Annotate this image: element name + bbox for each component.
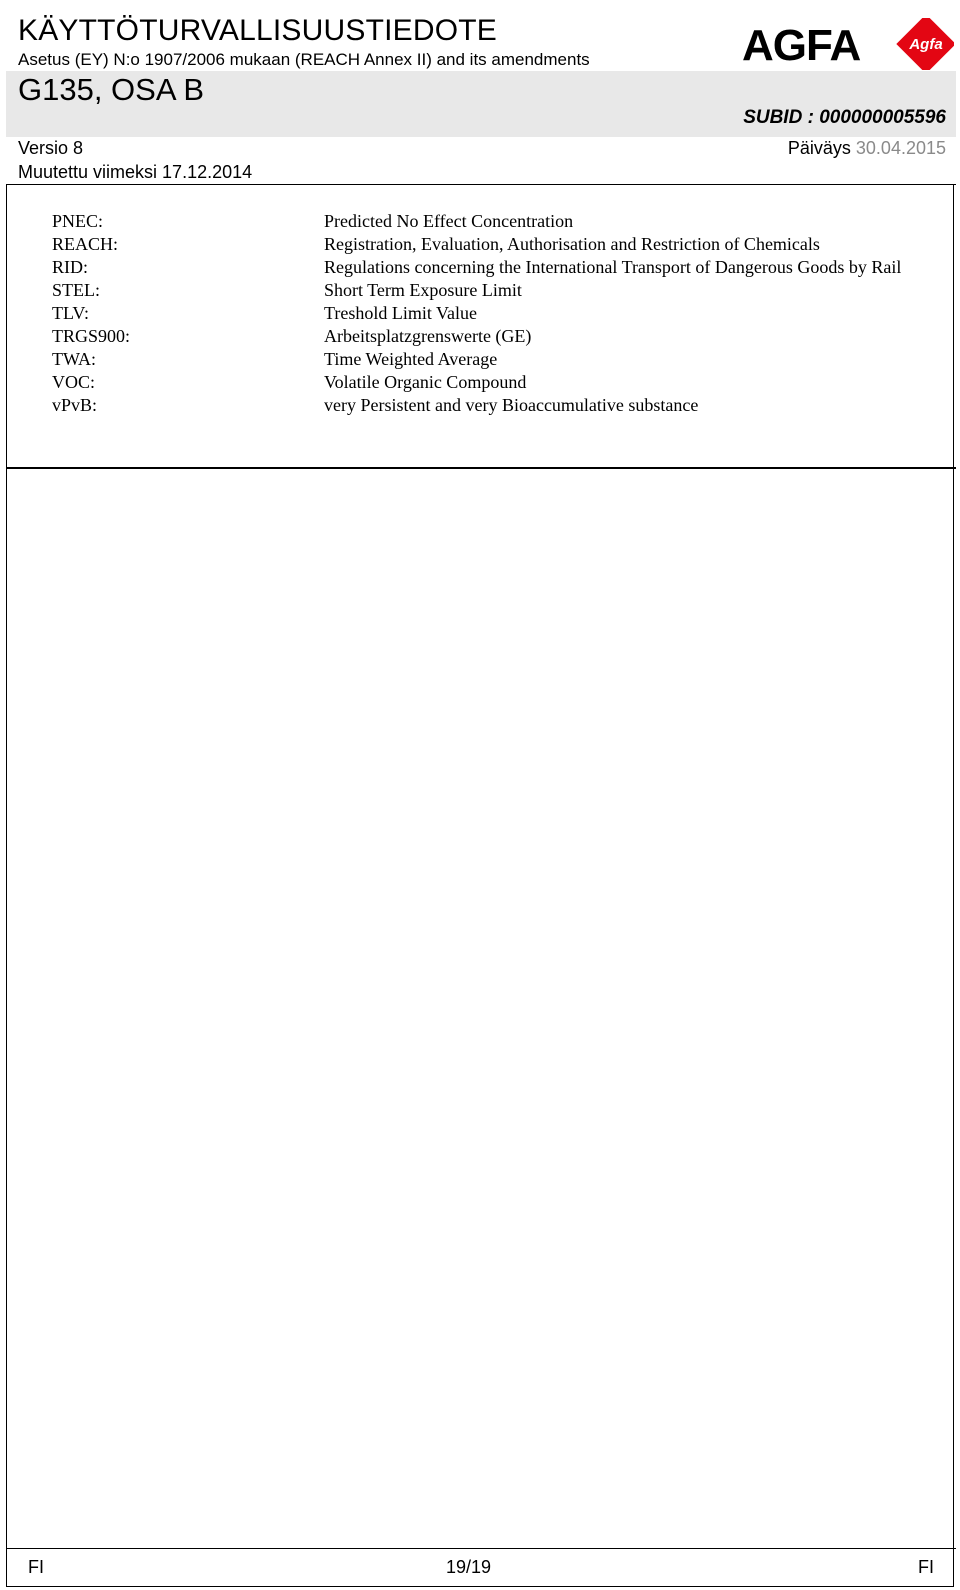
abbreviation-definition: Arbeitsplatzgrenswerte (GE) [324,326,532,346]
abbreviation-term: RID: [52,257,88,277]
date-value: 30.04.2015 [855,138,946,158]
abbreviation-definition: Time Weighted Average [324,349,498,369]
subid: SUBID : 000000005596 [743,107,946,128]
abbreviation-definition: Short Term Exposure Limit [324,280,522,300]
abbreviation-list [0,210,950,417]
abbreviation-definition: Volatile Organic Compound [324,372,527,392]
last-modified: Muutettu viimeksi 17.12.2014 [18,162,253,182]
footer-language-right: FI [918,1557,934,1577]
abbreviation-definition: Predicted No Effect Concentration [324,211,574,231]
page-header [6,0,956,184]
abbreviation-term: REACH: [52,234,119,254]
abbreviation-row [0,233,950,256]
abbreviation-row [0,256,950,279]
abbreviation-term: TLV: [52,303,90,323]
footer-divider [6,1548,956,1549]
footer-language-left: FI [28,1557,44,1577]
abbreviation-term: STEL: [52,280,100,300]
abbreviation-definition: Regulations concerning the International Transport of Dangerous Goods by Rail [324,257,902,277]
abbreviation-row [0,302,950,325]
abbreviation-row [0,394,950,417]
abbreviation-row [0,325,950,348]
abbreviation-definition: Registration, Evaluation, Authorisation and Restriction of Chemicals [324,234,820,254]
document-date [788,138,946,159]
agfa-logo-badge-text: Agfa [909,36,943,53]
page-number: 19/19 [446,1557,492,1577]
abbreviation-term: vPvB: [52,395,98,415]
version: Versio 8 [18,138,84,158]
agfa-logo-badge [896,18,954,70]
agfa-logo-wordmark: AGFA [742,21,861,70]
agfa-logo [742,18,954,70]
abbreviation-row [0,210,950,233]
abbreviation-definition: Treshold Limit Value [324,303,478,323]
abbreviation-term: TWA: [52,349,96,369]
abbreviation-row [0,279,950,302]
product-name: G135, OSA B [18,72,205,107]
abbreviation-row [0,348,950,371]
abbreviation-term: VOC: [52,372,96,392]
abbreviation-definition: very Persistent and very Bioaccumulative substance [324,395,699,415]
abbreviation-row [0,371,950,394]
abbreviation-term: TRGS900: [52,326,131,346]
regulation-line: Asetus (EY) N:o 1907/2006 mukaan (REACH Annex II) and its amendments [18,50,590,69]
section-divider [6,467,956,469]
page-footer [6,1555,956,1583]
abbreviation-term: PNEC: [52,211,104,231]
document-title: KÄYTTÖTURVALLISUUSTIEDOTE [18,14,497,47]
date-label: Päiväys [787,138,851,158]
